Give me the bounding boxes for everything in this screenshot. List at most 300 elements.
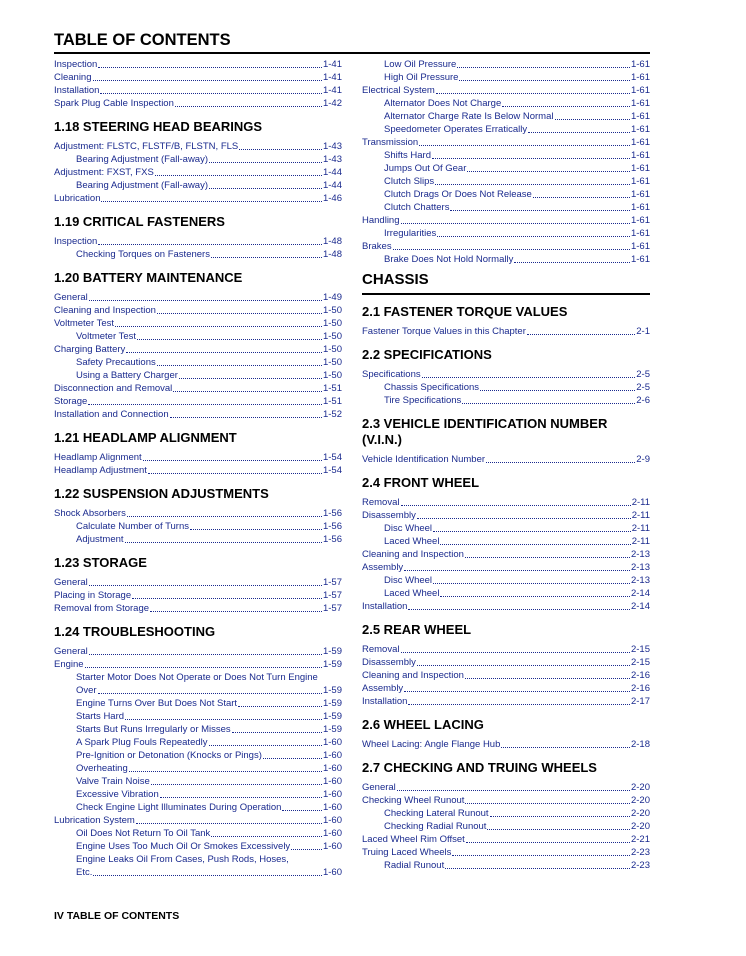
- dot-leader: [404, 570, 630, 571]
- toc-entry[interactable]: [54, 645, 342, 658]
- toc-entry-page: 2-13: [630, 549, 650, 560]
- toc-entry-label: Voltmeter Test: [76, 331, 137, 342]
- toc-entry[interactable]: [54, 866, 342, 879]
- toc-entry[interactable]: [54, 369, 342, 382]
- toc-entry-page: 1-41: [322, 85, 342, 96]
- toc-entry-label: General: [54, 577, 88, 588]
- toc-entry[interactable]: [362, 71, 650, 84]
- toc-entry-label: Valve Train Noise: [76, 776, 150, 787]
- toc-entry[interactable]: [362, 253, 650, 266]
- toc-entry[interactable]: [54, 814, 342, 827]
- toc-entry-label: Starts Hard: [76, 711, 125, 722]
- dot-leader: [433, 583, 630, 584]
- toc-section: [54, 58, 342, 110]
- toc-entry-page: 1-44: [322, 167, 342, 178]
- toc-entry-label: Laced Wheel Rim Offset: [362, 834, 465, 845]
- toc-entry-page: 1-60: [322, 828, 342, 839]
- toc-entry[interactable]: [54, 762, 342, 775]
- toc-entry-page: 1-42: [322, 98, 342, 109]
- toc-entry[interactable]: [362, 123, 650, 136]
- toc-entry[interactable]: [54, 507, 342, 520]
- toc-entry[interactable]: [362, 175, 650, 188]
- toc-entry[interactable]: [54, 451, 342, 464]
- section-heading: 1.21 HEADLAMP ALIGNMENT: [54, 430, 237, 445]
- toc-entry-page: 1-61: [630, 241, 650, 252]
- toc-entry-label: Alternator Charge Rate Is Below Normal: [384, 111, 554, 122]
- dot-leader: [408, 704, 630, 705]
- toc-entry-label: Alternator Does Not Charge: [384, 98, 502, 109]
- toc-entry[interactable]: [362, 600, 650, 613]
- dot-leader: [440, 596, 630, 597]
- toc-entry-label: Using a Battery Charger: [76, 370, 178, 381]
- toc-entry[interactable]: [54, 179, 342, 192]
- toc-entry[interactable]: [54, 576, 342, 589]
- toc-entry[interactable]: [54, 71, 342, 84]
- dot-leader: [155, 175, 322, 176]
- toc-entry-page: 1-49: [322, 292, 342, 303]
- dot-leader: [452, 855, 630, 856]
- dot-leader: [436, 93, 630, 94]
- toc-entry-label[interactable]: Starter Motor Does Not Operate or Does Not Turn Engine: [76, 672, 318, 683]
- toc-entry[interactable]: [362, 587, 650, 600]
- dot-leader: [450, 210, 630, 211]
- dot-leader: [401, 223, 630, 224]
- toc-entry-label: Installation: [54, 85, 100, 96]
- dot-leader: [157, 365, 322, 366]
- dot-leader: [440, 544, 630, 545]
- toc-entry[interactable]: [362, 820, 650, 833]
- section-heading: 1.19 CRITICAL FASTENERS: [54, 214, 225, 229]
- toc-entry[interactable]: [54, 520, 342, 533]
- toc-entry-page: 1-61: [630, 150, 650, 161]
- toc-entry-page: 1-59: [322, 698, 342, 709]
- toc-entry[interactable]: [54, 153, 342, 166]
- toc-entry-page: 1-61: [630, 59, 650, 70]
- toc-entry-page: 1-51: [322, 383, 342, 394]
- dot-leader: [486, 462, 635, 463]
- toc-entry-label: Starts But Runs Irregularly or Misses: [76, 724, 231, 735]
- toc-entry-page: 1-60: [322, 841, 342, 852]
- toc-entry[interactable]: [362, 682, 650, 695]
- toc-entry-page: 1-41: [322, 72, 342, 83]
- toc-entry-label: Placing in Storage: [54, 590, 132, 601]
- dot-leader: [467, 171, 630, 172]
- toc-section: [54, 214, 342, 261]
- toc-entry-page: 1-61: [630, 72, 650, 83]
- toc-entry[interactable]: [362, 794, 650, 807]
- dot-leader: [417, 665, 630, 666]
- toc-entry-label: Assembly: [362, 562, 404, 573]
- toc-entry[interactable]: [54, 749, 342, 762]
- toc-entry[interactable]: [54, 192, 342, 205]
- section-heading: 2.3 VEHICLE IDENTIFICATION NUMBER (V.I.N.): [362, 416, 608, 447]
- dot-leader: [211, 257, 322, 258]
- toc-entry-page: 1-60: [322, 763, 342, 774]
- dot-leader: [263, 758, 322, 759]
- toc-entry-page: 1-59: [322, 659, 342, 670]
- toc-entry[interactable]: [54, 235, 342, 248]
- toc-entry[interactable]: [362, 110, 650, 123]
- toc-entry-label: High Oil Pressure: [384, 72, 459, 83]
- dot-leader: [125, 542, 322, 543]
- toc-entry-page: 1-61: [630, 228, 650, 239]
- toc-entry-page: 1-41: [322, 59, 342, 70]
- dot-leader: [89, 585, 322, 586]
- toc-entry-label: Installation and Connection: [54, 409, 169, 420]
- dot-leader: [232, 732, 322, 733]
- toc-entry-page: 2-20: [630, 821, 650, 832]
- toc-entry[interactable]: [54, 166, 342, 179]
- dot-leader: [173, 391, 322, 392]
- toc-entry[interactable]: [362, 162, 650, 175]
- toc-entry[interactable]: [362, 453, 650, 466]
- dot-leader: [501, 747, 630, 748]
- dot-leader: [514, 262, 630, 263]
- toc-entry[interactable]: [362, 535, 650, 548]
- toc-entry-label: Irregularities: [384, 228, 437, 239]
- toc-entry[interactable]: [362, 394, 650, 407]
- toc-entry[interactable]: [362, 214, 650, 227]
- toc-entry-page: 2-15: [630, 644, 650, 655]
- toc-entry[interactable]: [54, 291, 342, 304]
- toc-entry-page: 1-56: [322, 534, 342, 545]
- dot-leader: [148, 473, 322, 474]
- toc-entry[interactable]: [54, 464, 342, 477]
- dot-leader: [89, 300, 322, 301]
- dot-leader: [462, 403, 635, 404]
- toc-entry-label: General: [54, 292, 88, 303]
- section-heading: 2.7 CHECKING AND TRUING WHEELS: [362, 760, 597, 775]
- toc-entry-page: 2-11: [631, 510, 650, 521]
- toc-entry-label: Laced Wheel: [384, 536, 440, 547]
- toc-entry-page: 2-1: [636, 326, 650, 337]
- toc-entry[interactable]: [362, 240, 650, 253]
- toc-entry[interactable]: [362, 695, 650, 708]
- toc-entry[interactable]: [54, 697, 342, 710]
- dot-leader: [239, 149, 322, 150]
- toc-entry-label: Checking Torques on Fasteners: [76, 249, 210, 260]
- toc-entry-page: 1-59: [322, 724, 342, 735]
- toc-entry-continuation: Etc.: [76, 867, 93, 878]
- toc-entry-label: Cleaning and Inspection: [362, 670, 464, 681]
- dot-leader: [175, 106, 322, 107]
- toc-entry[interactable]: [362, 561, 650, 574]
- dot-leader: [151, 784, 322, 785]
- dot-leader: [157, 313, 322, 314]
- toc-entry-page: 1-61: [630, 137, 650, 148]
- toc-entry[interactable]: [54, 317, 342, 330]
- toc-entry[interactable]: [54, 710, 342, 723]
- toc-entry[interactable]: [54, 840, 342, 853]
- dot-leader: [445, 868, 630, 869]
- dot-leader: [100, 93, 322, 94]
- toc-entry-label: Voltmeter Test: [54, 318, 115, 329]
- toc-entry[interactable]: [54, 97, 342, 110]
- toc-entry[interactable]: [362, 136, 650, 149]
- toc-entry-page: 1-60: [322, 737, 342, 748]
- toc-entry[interactable]: [362, 522, 650, 535]
- toc-entry-label: Brakes: [362, 241, 392, 252]
- toc-entry-label: Safety Precautions: [76, 357, 156, 368]
- toc-entry[interactable]: [362, 859, 650, 872]
- toc-entry-page: 2-20: [630, 808, 650, 819]
- toc-entry-label: Adjustment: FXST, FXS: [54, 167, 154, 178]
- toc-entry-label: Removal: [362, 644, 400, 655]
- toc-entry[interactable]: [362, 669, 650, 682]
- toc-entry-label: Jumps Out Of Gear: [384, 163, 467, 174]
- toc-entry[interactable]: [54, 58, 342, 71]
- toc-entry-label: General: [362, 782, 396, 793]
- dot-leader: [89, 654, 322, 655]
- toc-entry[interactable]: [54, 382, 342, 395]
- toc-entry-page: 1-60: [322, 802, 342, 813]
- toc-entry-page: 1-54: [322, 465, 342, 476]
- toc-entry-page: 2-14: [630, 601, 650, 612]
- toc-entry-label: Cleaning: [54, 72, 92, 83]
- toc-entry-label: Adjustment: [76, 534, 124, 545]
- toc-entry-label: Bearing Adjustment (Fall-away): [76, 180, 208, 191]
- toc-entry[interactable]: [54, 723, 342, 736]
- toc-entry-page: 1-61: [630, 111, 650, 122]
- toc-entry[interactable]: [54, 589, 342, 602]
- dot-leader: [209, 188, 322, 189]
- toc-entry-label: A Spark Plug Fouls Repeatedly: [76, 737, 208, 748]
- toc-entry-label: Adjustment: FLSTC, FLSTF/B, FLSTN, FLS: [54, 141, 239, 152]
- toc-entry[interactable]: [362, 496, 650, 509]
- toc-entry-page: 2-21: [630, 834, 650, 845]
- toc-entry-page: 1-43: [322, 154, 342, 165]
- dot-leader: [101, 201, 322, 202]
- dot-leader: [487, 829, 630, 830]
- dot-leader: [126, 352, 322, 353]
- dot-leader: [132, 598, 322, 599]
- dot-leader: [291, 849, 322, 850]
- toc-entry-page: 2-16: [630, 683, 650, 694]
- toc-entry-page: 2-20: [630, 795, 650, 806]
- toc-entry[interactable]: [362, 149, 650, 162]
- dot-leader: [422, 377, 636, 378]
- toc-entry[interactable]: [54, 408, 342, 421]
- dot-leader: [465, 678, 630, 679]
- toc-entry[interactable]: [54, 330, 342, 343]
- section-heading: 1.23 STORAGE: [54, 555, 147, 570]
- dot-leader: [85, 667, 322, 668]
- toc-entry-page: 1-56: [322, 521, 342, 532]
- toc-entry-page: 1-50: [322, 344, 342, 355]
- section-heading: 2.1 FASTENER TORQUE VALUES: [362, 304, 568, 319]
- toc-entry[interactable]: [362, 188, 650, 201]
- section-heading: 1.20 BATTERY MAINTENANCE: [54, 270, 243, 285]
- toc-entry-page: 1-48: [322, 249, 342, 260]
- toc-entry-page: 2-6: [636, 395, 650, 406]
- toc-entry-page: 2-17: [630, 696, 650, 707]
- toc-entry[interactable]: [54, 248, 342, 261]
- toc-entry-page: 1-52: [322, 409, 342, 420]
- dot-leader: [480, 390, 635, 391]
- toc-entry[interactable]: [362, 97, 650, 110]
- dot-leader: [209, 162, 322, 163]
- toc-entry[interactable]: [362, 201, 650, 214]
- toc-entry-label: Checking Lateral Runout: [384, 808, 489, 819]
- toc-section: [362, 475, 650, 613]
- toc-entry[interactable]: [362, 846, 650, 859]
- toc-entry[interactable]: [54, 343, 342, 356]
- toc-entry-page: 1-61: [630, 124, 650, 135]
- toc-entry-page: 1-59: [322, 685, 342, 696]
- toc-entry[interactable]: [362, 381, 650, 394]
- toc-entry-page: 1-54: [322, 452, 342, 463]
- toc-entry-label: Headlamp Alignment: [54, 452, 142, 463]
- dot-leader: [238, 706, 322, 707]
- toc-entry-label: Installation: [362, 601, 408, 612]
- toc-entry[interactable]: [362, 656, 650, 669]
- toc-entry-label: Brake Does Not Hold Normally: [384, 254, 514, 265]
- toc-entry-label: Chassis Specifications: [384, 382, 480, 393]
- toc-entry-page: 1-46: [322, 193, 342, 204]
- dot-leader: [115, 326, 322, 327]
- toc-entry[interactable]: [362, 643, 650, 656]
- toc-entry-page: 1-60: [322, 867, 342, 878]
- toc-entry-page: 2-18: [630, 739, 650, 750]
- toc-entry-page: 2-16: [630, 670, 650, 681]
- toc-entry-page: 1-57: [322, 577, 342, 588]
- toc-entry[interactable]: [54, 684, 342, 697]
- toc-entry[interactable]: [54, 356, 342, 369]
- toc-entry[interactable]: [54, 533, 342, 546]
- dot-leader: [432, 158, 630, 159]
- dot-leader: [160, 797, 322, 798]
- toc-section: [362, 416, 650, 466]
- toc-entry-continuation: Over: [76, 685, 97, 696]
- toc-section: [54, 430, 342, 477]
- dot-leader: [401, 652, 630, 653]
- dot-leader: [408, 609, 630, 610]
- toc-section: [362, 58, 650, 266]
- toc-entry-page: 2-9: [636, 454, 650, 465]
- toc-entry-label: Check Engine Light Illuminates During Operation: [76, 802, 282, 813]
- section-heading: CHASSIS: [362, 270, 650, 295]
- toc-entry[interactable]: [54, 788, 342, 801]
- toc-entry-page: 1-61: [630, 202, 650, 213]
- dot-leader: [417, 518, 631, 519]
- toc-entry-label: Disassembly: [362, 510, 416, 521]
- toc-entry-page: 2-14: [630, 588, 650, 599]
- toc-entry-label: Clutch Drags Or Does Not Release: [384, 189, 532, 200]
- toc-entry[interactable]: [362, 84, 650, 97]
- dot-leader: [98, 693, 322, 694]
- toc-entry-page: 1-59: [322, 711, 342, 722]
- toc-section: [362, 270, 650, 295]
- toc-entry[interactable]: [54, 304, 342, 317]
- section-heading: 1.18 STEERING HEAD BEARINGS: [54, 119, 263, 134]
- toc-section: [54, 486, 342, 546]
- toc-entry-label: Inspection: [54, 236, 98, 247]
- toc-entry-page: 2-13: [630, 575, 650, 586]
- toc-entry-page: 1-60: [322, 815, 342, 826]
- section-heading: 2.4 FRONT WHEEL: [362, 475, 480, 490]
- dot-leader: [401, 505, 631, 506]
- toc-entry-label[interactable]: Engine Leaks Oil From Cases, Push Rods, Hoses,: [76, 854, 289, 865]
- toc-entry[interactable]: [362, 58, 650, 71]
- toc-entry-label: Calculate Number of Turns: [76, 521, 189, 532]
- toc-entry-page: 1-57: [322, 590, 342, 601]
- toc-entry[interactable]: [362, 833, 650, 846]
- dot-leader: [211, 836, 322, 837]
- toc-entry-label: Removal: [362, 497, 400, 508]
- toc-entry[interactable]: [362, 738, 650, 751]
- toc-entry-page: 2-23: [630, 860, 650, 871]
- toc-entry-page: 1-61: [630, 98, 650, 109]
- toc-section: [362, 304, 650, 338]
- toc-section: [54, 119, 342, 205]
- toc-entry[interactable]: [54, 602, 342, 615]
- dot-leader: [98, 244, 322, 245]
- toc-entry-page: 1-61: [630, 163, 650, 174]
- toc-entry[interactable]: [54, 395, 342, 408]
- toc-entry-label: Charging Battery: [54, 344, 126, 355]
- toc-entry-label: Clutch Chatters: [384, 202, 450, 213]
- dot-leader: [179, 378, 322, 379]
- dot-leader: [465, 557, 630, 558]
- toc-entry-label: Low Oil Pressure: [384, 59, 457, 70]
- toc-entry[interactable]: [54, 775, 342, 788]
- toc-entry-label: Electrical System: [362, 85, 435, 96]
- toc-entry-label: Engine: [54, 659, 84, 670]
- toc-entry-label: Fastener Torque Values in this Chapter: [362, 326, 526, 337]
- dot-leader: [137, 339, 322, 340]
- toc-entry[interactable]: [362, 781, 650, 794]
- toc-entry-label: General: [54, 646, 88, 657]
- dot-leader: [98, 67, 322, 68]
- dot-leader: [459, 80, 630, 81]
- toc-entry-page: 2-23: [630, 847, 650, 858]
- toc-entry-label: Oil Does Not Return To Oil Tank: [76, 828, 211, 839]
- toc-entry-label: Installation: [362, 696, 408, 707]
- toc-section: [54, 270, 342, 421]
- toc-entry[interactable]: [54, 658, 342, 671]
- toc-entry-label: Tire Specifications: [384, 395, 462, 406]
- toc-entry-label: Cleaning and Inspection: [362, 549, 464, 560]
- toc-entry-label: Storage: [54, 396, 88, 407]
- dot-leader: [457, 67, 630, 68]
- toc-entry[interactable]: [362, 325, 650, 338]
- toc-entry-label: Specifications: [362, 369, 421, 380]
- toc-entry[interactable]: [362, 368, 650, 381]
- toc-entry-label: Transmission: [362, 137, 419, 148]
- dot-leader: [490, 816, 630, 817]
- toc-entry-page: 1-50: [322, 318, 342, 329]
- toc-entry-label: Bearing Adjustment (Fall-away): [76, 154, 208, 165]
- toc-entry[interactable]: [54, 140, 342, 153]
- toc-entry-label: Wheel Lacing: Angle Flange Hub: [362, 739, 501, 750]
- dot-leader: [150, 611, 322, 612]
- toc-entry[interactable]: [54, 84, 342, 97]
- toc-entry-label: Handling: [362, 215, 400, 226]
- toc-entry-page: 2-5: [636, 369, 650, 380]
- dot-leader: [397, 790, 630, 791]
- toc-entry[interactable]: [362, 227, 650, 240]
- toc-entry[interactable]: [54, 736, 342, 749]
- toc-entry[interactable]: [362, 807, 650, 820]
- toc-entry-label: Removal from Storage: [54, 603, 150, 614]
- toc-entry-label: Laced Wheel: [384, 588, 440, 599]
- toc-entry[interactable]: [362, 548, 650, 561]
- toc-entry[interactable]: [54, 827, 342, 840]
- toc-entry[interactable]: [362, 574, 650, 587]
- toc-entry[interactable]: [54, 801, 342, 814]
- dot-leader: [433, 531, 631, 532]
- toc-entry[interactable]: [362, 509, 650, 522]
